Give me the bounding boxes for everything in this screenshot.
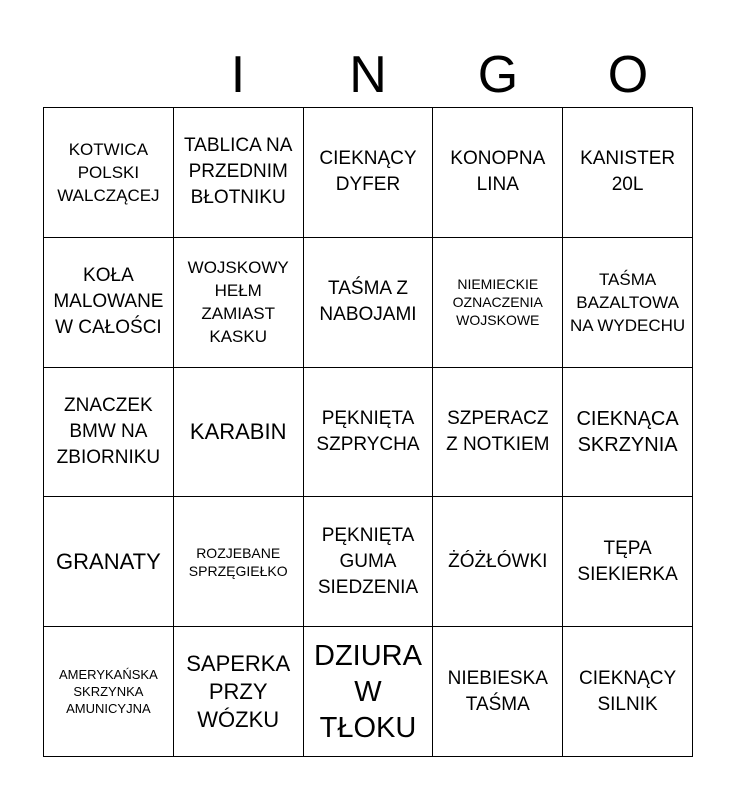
- bingo-cell[interactable]: NIEMIECKIE OZNACZENIA WOJSKOWE: [433, 238, 563, 368]
- bingo-cell[interactable]: KANISTER 20L: [563, 108, 693, 238]
- bingo-cell[interactable]: SZPERACZ Z NOTKIEM: [433, 368, 563, 498]
- bingo-cell[interactable]: TABLICA NA PRZEDNIM BŁOTNIKU: [174, 108, 304, 238]
- bingo-cell[interactable]: PĘKNIĘTA GUMA SIEDZENIA: [304, 497, 434, 627]
- header-letter-i: I: [230, 46, 246, 104]
- bingo-cell[interactable]: GRANATY: [44, 497, 174, 627]
- bingo-cell[interactable]: WOJSKOWY HEŁM ZAMIAST KASKU: [174, 238, 304, 368]
- bingo-cell[interactable]: ZNACZEK BMW NA ZBIORNIKU: [44, 368, 174, 498]
- header-letter-o: O: [607, 46, 649, 104]
- bingo-cell[interactable]: ŻÓŻŁÓWKI: [433, 497, 563, 627]
- bingo-cell[interactable]: KARABIN: [174, 368, 304, 498]
- bingo-cell[interactable]: KONOPNA LINA: [433, 108, 563, 238]
- bingo-cell[interactable]: KOŁA MALOWANE W CAŁOŚCI: [44, 238, 174, 368]
- bingo-cell[interactable]: CIEKNĄCY SILNIK: [563, 627, 693, 757]
- header-letter-g: G: [477, 46, 519, 104]
- bingo-cell[interactable]: SAPERKA PRZY WÓZKU: [174, 627, 304, 757]
- bingo-cell[interactable]: AMERYKAŃSKA SKRZYNKA AMUNICYJNA: [44, 627, 174, 757]
- bingo-cell[interactable]: CIEKNĄCA SKRZYNIA: [563, 368, 693, 498]
- bingo-cell[interactable]: PĘKNIĘTA SZPRYCHA: [304, 368, 434, 498]
- header-letter-n: N: [349, 46, 387, 104]
- bingo-cell[interactable]: TAŚMA Z NABOJAMI: [304, 238, 434, 368]
- bingo-cell[interactable]: KOTWICA POLSKI WALCZĄCEJ: [44, 108, 174, 238]
- bingo-cell[interactable]: CIEKNĄCY DYFER: [304, 108, 434, 238]
- header-letter-b: [43, 44, 173, 106]
- bingo-cell[interactable]: TĘPA SIEKIERKA: [563, 497, 693, 627]
- bingo-cell[interactable]: DZIURA W TŁOKU: [304, 627, 434, 757]
- bingo-cell[interactable]: ROZJEBANE SPRZĘGIEŁKO: [174, 497, 304, 627]
- bingo-header: [43, 44, 693, 106]
- bingo-cell[interactable]: NIEBIESKA TAŚMA: [433, 627, 563, 757]
- bingo-grid: [43, 107, 693, 757]
- bingo-cell[interactable]: TAŚMA BAZALTOWA NA WYDECHU: [563, 238, 693, 368]
